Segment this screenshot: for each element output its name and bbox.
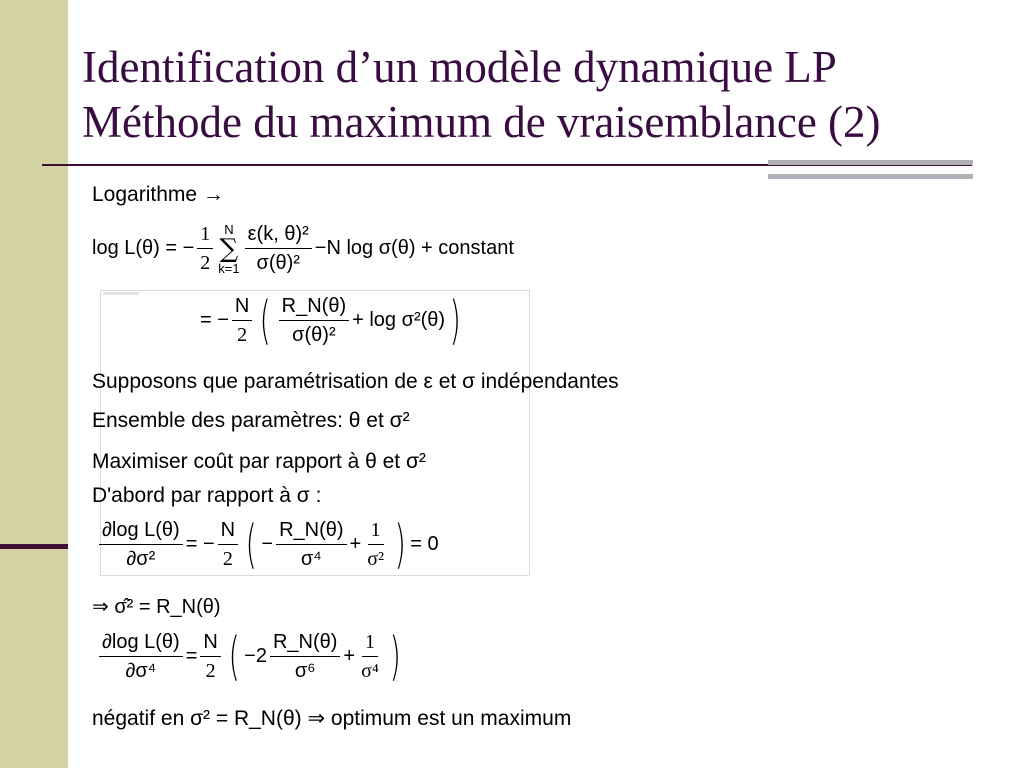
eq2-lhs: = −	[200, 309, 229, 331]
eq5-n-over-2: $\frac{N}{2}$	[200, 630, 220, 683]
eq4-text: ⇒ σ̂² = R_N(θ)	[92, 596, 221, 618]
eq2-close-paren: )	[449, 290, 461, 351]
eq3-n-over-2: $\frac{N}{2}$	[218, 518, 238, 571]
eq3-lhs: $\frac{\text{∂log L(θ)}}{\text{∂σ²}}$	[99, 518, 183, 571]
left-sidebar-band	[0, 0, 68, 768]
eq3-equals: = −	[185, 533, 215, 555]
eq3-one-fraction: $\frac{1}{\text{σ²}}$	[367, 519, 384, 570]
accent-bar-bottom	[768, 174, 973, 179]
equation-sigma-estimate	[92, 594, 221, 619]
eq5-r-fraction: $\frac{R\_N(\theta)}{\text{σ⁶}}$	[270, 630, 340, 683]
logarithme-line: Logarithme →	[92, 183, 224, 206]
supposons-line: Supposons que paramétrisation de ε et σ indépendantes	[92, 370, 619, 393]
eq1-half: $\frac{1}{2}$	[197, 222, 213, 275]
eq5-one-fraction: $\frac{1}{\text{σ⁴}}$	[361, 631, 379, 682]
eq3-r-fraction: $\frac{R\_N(\theta)}{\text{σ⁴}}$	[276, 518, 346, 571]
eq1-lhs: log L(θ) = −	[92, 237, 195, 259]
equation-log-likelihood-rewritten	[200, 290, 465, 351]
accent-bar-top	[768, 160, 973, 165]
slide-title	[82, 40, 881, 150]
eq5-plus: +	[343, 645, 356, 667]
equation-log-likelihood	[92, 222, 514, 275]
eq2-open-paren: (	[259, 290, 272, 351]
eq3-plus: +	[349, 533, 362, 555]
eq2-log-term: + log σ²(θ)	[352, 309, 446, 331]
equation-second-derivative	[96, 626, 405, 687]
title-line-2: Méthode du maximum de vraisemblance (2)	[82, 97, 881, 147]
eq3-result: = 0	[410, 533, 439, 555]
frame-caption-mark	[103, 292, 139, 295]
eq3-open-paren: (	[245, 514, 257, 575]
eq1-term: $\frac{\text{ε(k, θ)²}}{\text{σ(θ)²}}$	[245, 222, 312, 275]
negatif-line: négatif en σ² = R_N(θ) ⇒ optimum est un maximum	[92, 707, 572, 730]
eq5-equals: =	[185, 645, 198, 667]
eq1-sum: N ∑ k=1	[218, 221, 240, 276]
eq3-minus: −	[261, 533, 274, 555]
eq5-open-paren: (	[228, 626, 240, 687]
eq3-close-paren: )	[394, 514, 406, 575]
equation-derivative-sigma2	[96, 514, 439, 575]
sidebar-accent-line	[0, 544, 68, 549]
eq5-close-paren: )	[389, 626, 401, 687]
eq1-rest: −N log σ(θ) + constant	[314, 237, 514, 259]
eq2-n-over-2: $\frac{N}{2}$	[232, 294, 252, 347]
eq5-minus-two: −2	[244, 645, 267, 667]
title-line-1: Identification d’un modèle dynamique LP	[82, 42, 837, 92]
eq5-lhs: $\frac{\text{∂log L(θ)}}{\text{∂σ⁴}}$	[99, 630, 183, 683]
dabord-line: D'abord par rapport à σ :	[92, 484, 322, 507]
ensemble-line: Ensemble des paramètres: θ et σ²	[92, 409, 410, 432]
maximiser-line: Maximiser coût par rapport à θ et σ²	[92, 450, 426, 473]
eq2-rn-fraction: $\frac{R\_N(\theta)}{\text{σ(θ)²}}$	[279, 294, 349, 347]
